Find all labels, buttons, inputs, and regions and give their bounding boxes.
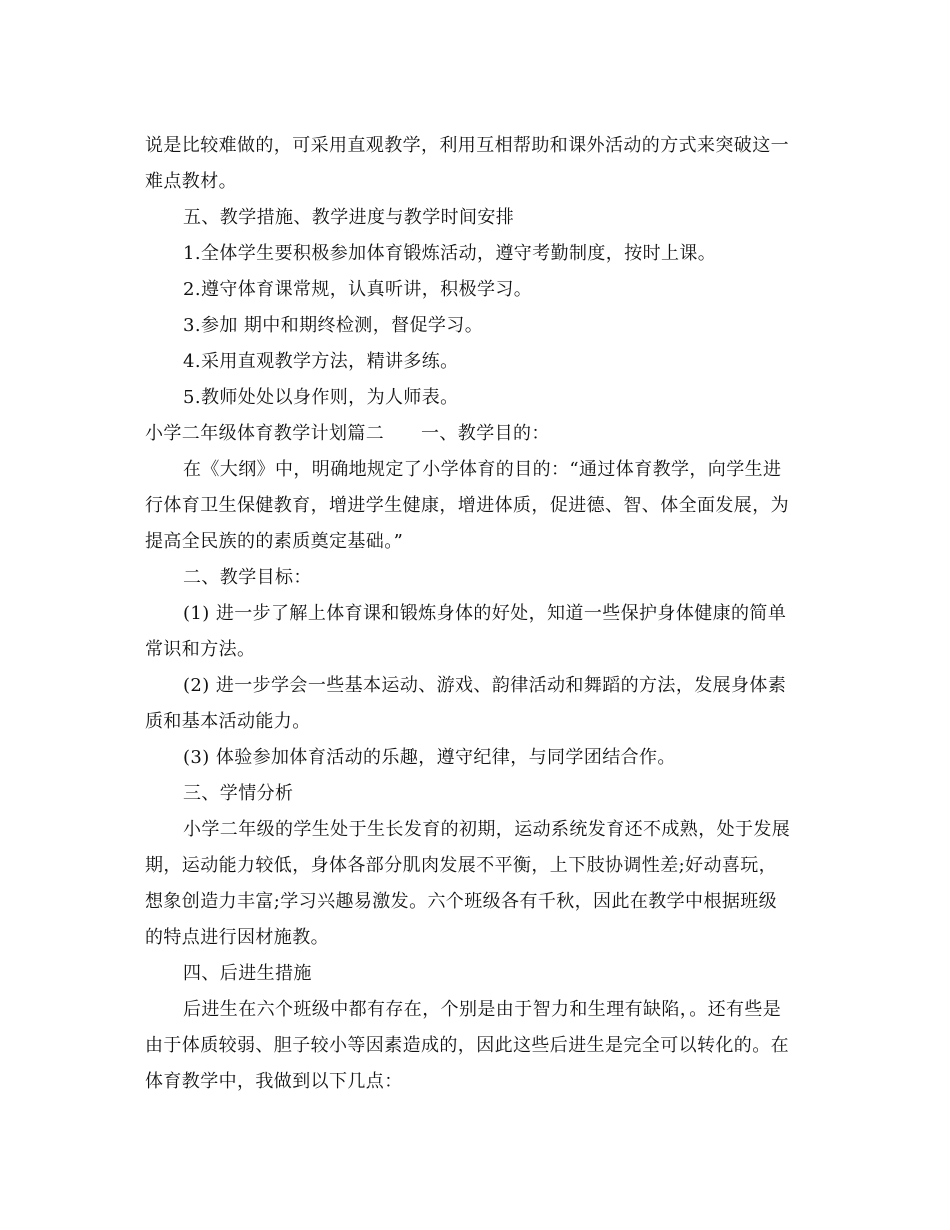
text-line: 提高全民族的的素质奠定基础。” (145, 531, 404, 552)
text-line: 常识和方法。 (145, 639, 256, 660)
text-line: 小学二年级的学生处于生长发育的初期，运动系统发育还不成熟，处于发展 (183, 819, 791, 840)
text-line: 三、学情分析 (183, 783, 294, 804)
text-line: (1) 进一步了解上体育课和锻炼身体的好处，知道一些保护身体健康的简单 (183, 603, 787, 624)
document-body (145, 128, 805, 1100)
text-line: 5.教师处处以身作则，为人师表。 (183, 387, 459, 408)
text-line: 行体育卫生保健教育，增进学生健康，增进体质，促进德、智、体全面发展，为 (145, 495, 789, 516)
text-line: 的特点进行因材施教。 (145, 927, 329, 948)
text-line: 想象创造力丰富;学习兴趣易激发。六个班级各有千秋，因此在教学中根据班级 (145, 891, 778, 912)
text-line: 4.采用直观教学方法，精讲多练。 (183, 351, 459, 372)
text-line: 后进生在六个班级中都有存在，个别是由于智力和生理有缺陷，。还有些是 (183, 999, 782, 1020)
text-line: 四、后进生措施 (183, 963, 312, 984)
text-line: 难点教材。 (145, 171, 237, 192)
text-line: 二、教学目标： (183, 567, 312, 588)
text-line: 在《大纲》中，明确地规定了小学体育的目的：“通过体育教学，向学生进 (183, 459, 782, 480)
text-line: (3) 体验参加体育活动的乐趣，遵守纪律，与同学团结合作。 (183, 747, 676, 768)
text-line: 质和基本活动能力。 (145, 711, 311, 732)
text-line: 由于体质较弱、胆子较小等因素造成的，因此这些后进生是完全可以转化的。在 (145, 1035, 789, 1056)
text-line: (2) 进一步学会一些基本运动、游戏、韵律活动和舞蹈的方法，发展身体素 (183, 675, 787, 696)
text-line: 五、教学措施、教学进度与教学时间安排 (183, 207, 515, 228)
text-line: 说是比较难做的，可采用直观教学，利用互相帮助和课外活动的方式来突破这一 (145, 135, 789, 156)
text-line: 2.遵守体育课常规，认真听讲，积极学习。 (183, 279, 533, 300)
text-line: 小学二年级体育教学计划篇二 一、教学目的： (145, 423, 550, 444)
text-line: 体育教学中，我做到以下几点： (145, 1071, 403, 1092)
text-line: 3.参加 期中和期终检测，督促学习。 (183, 315, 484, 336)
text-line: 1.全体学生要积极参加体育锻炼活动，遵守考勤制度，按时上课。 (183, 243, 717, 264)
text-line: 期，运动能力较低，身体各部分肌肉发展不平衡，上下肢协调性差;好动喜玩， (145, 855, 778, 876)
